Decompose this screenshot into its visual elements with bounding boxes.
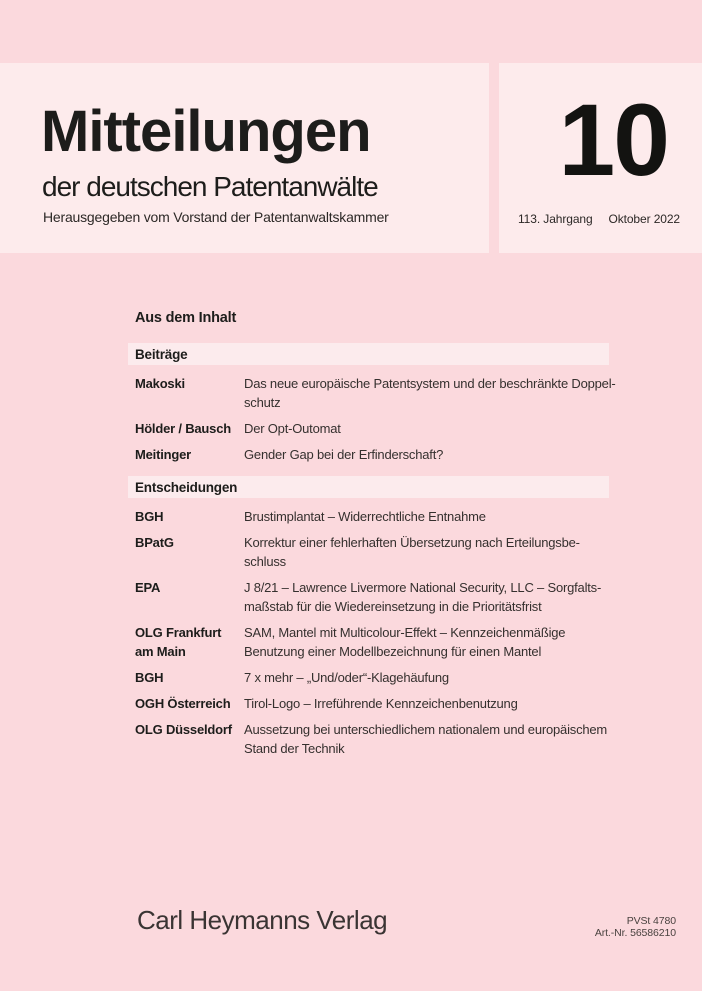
entry-text: Tirol-Logo – Irreführende Kennzeichenbenutzung (244, 696, 518, 711)
imprint (595, 915, 676, 939)
publisher-name: Carl Heymanns Verlag (137, 905, 388, 935)
toc-row (135, 507, 609, 526)
entry-text: J 8/21 – Lawrence Livermore National Security, LLC – Sorgfalts- maßstab für die Wiedereinsetzung in die Prioritätsfrist (244, 580, 602, 614)
toc-section (128, 476, 609, 758)
entry-label: OGH Österreich (135, 696, 231, 711)
toc-row (135, 578, 609, 616)
entry-label: EPA (135, 580, 161, 595)
section-rows (135, 507, 609, 758)
issue-number: 10 (558, 83, 668, 197)
toc-row (135, 533, 609, 571)
entry-text: Aussetzung bei unterschiedlichem nationalem und europäischem Stand der Technik (244, 722, 608, 756)
section-band (128, 476, 609, 498)
entry-text: Brustimplantat – Widerrechtliche Entnahme (244, 509, 486, 524)
section-rows (135, 374, 616, 464)
masthead-panel (0, 63, 489, 253)
entry-label: Hölder / Bausch (135, 421, 231, 436)
toc-sections (128, 343, 616, 758)
entry-label: OLG Frankfurt am Main (135, 625, 222, 659)
toc-row (135, 374, 616, 412)
artnr-label: Art.-Nr. 56586210 (594, 927, 676, 939)
issue-panel (499, 63, 702, 253)
entry-label: OLG Düsseldorf (135, 722, 232, 737)
entry-text: Der Opt-Outomat (244, 421, 341, 436)
toc-row (135, 445, 609, 464)
journal-tagline: Herausgegeben vom Vorstand der Patentanwaltskammer (43, 209, 389, 225)
section-title: Entscheidungen (135, 479, 238, 495)
toc (128, 310, 616, 770)
toc-row (135, 668, 609, 687)
entry-text: SAM, Mantel mit Multicolour-Effekt – Kennzeichenmäßige Benutzung einer Modellbezeichnung für einen Mantel (244, 625, 566, 659)
volume-label: 113. Jahrgang (518, 212, 593, 226)
issue-meta (518, 213, 680, 226)
toc-row (135, 419, 609, 438)
section-band (128, 343, 609, 365)
entry-label: Meitinger (135, 447, 191, 462)
issue-date-label: Oktober 2022 (608, 212, 680, 226)
journal-subtitle: der deutschen Patentanwälte (42, 171, 378, 202)
entry-label: BGH (135, 509, 164, 524)
toc-section (128, 343, 616, 464)
entry-text: Korrektur einer fehlerhaften Übersetzung nach Erteilungsbe- schluss (244, 535, 580, 569)
entry-label: BGH (135, 670, 164, 685)
toc-heading: Aus dem Inhalt (135, 310, 237, 326)
toc-row (135, 623, 609, 661)
entry-label: Makoski (135, 376, 185, 391)
entry-text: Das neue europäische Patentsystem und der beschränkte Doppel- schutz (244, 376, 616, 410)
toc-row (135, 720, 609, 758)
entry-text: Gender Gap bei der Erfinderschaft? (244, 447, 444, 462)
journal-title: Mitteilungen (41, 99, 371, 164)
pvst-label: PVSt 4780 (626, 915, 676, 927)
toc-row (135, 694, 609, 713)
section-title: Beiträge (135, 346, 188, 362)
entry-label: BPatG (135, 535, 174, 550)
entry-text: 7 x mehr – „Und/oder“-Klagehäufung (244, 670, 449, 685)
